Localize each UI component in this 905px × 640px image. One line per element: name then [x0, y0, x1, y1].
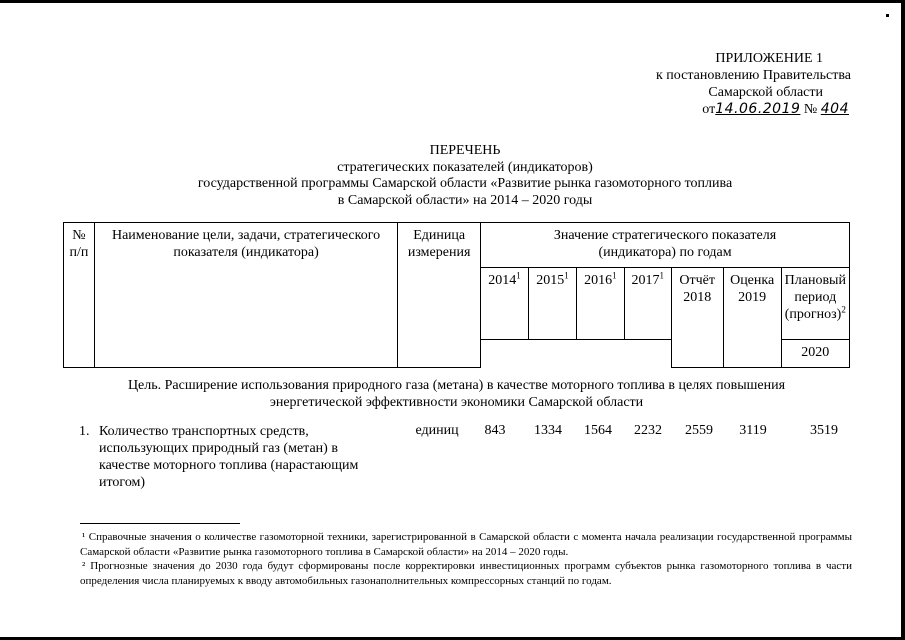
col-number-header — [64, 223, 95, 368]
plan-year-cell — [781, 340, 849, 368]
empty-cell — [529, 340, 577, 368]
indicator-name-line: использующих природный газ (метан) в — [99, 441, 338, 456]
appendix-date-number — [551, 101, 849, 118]
col-values-line-1: Значение стратегического показателя — [553, 228, 777, 243]
handwritten-date: 14.06.2019 — [715, 101, 801, 117]
footnotes — [80, 530, 852, 588]
title-line-2: государственной программы Самарской области «Развитие рынка газомоторного топлива — [197, 176, 733, 191]
year-header-2016 — [576, 268, 624, 340]
value-2020: 3519 — [810, 423, 838, 438]
scan-mark — [886, 14, 889, 17]
goal-line-2: энергетической эффективности экономики Самарской области — [269, 395, 644, 410]
value-2018: 2559 — [685, 423, 713, 438]
col-number-line-2: п/п — [69, 245, 89, 260]
document-title — [120, 143, 810, 209]
appendix-region: Самарской области — [708, 85, 823, 100]
col-unit-header — [398, 223, 481, 368]
row-indicator-name — [99, 423, 399, 491]
footnote-ref-1: 1 — [516, 270, 521, 281]
col-name-line-1: Наименование цели, задачи, стратегического — [111, 228, 381, 243]
empty-cell — [576, 340, 624, 368]
page-border-right — [901, 0, 905, 640]
year-2014: 2014 — [488, 273, 517, 288]
col-name-header — [94, 223, 397, 368]
title-heading: ПЕРЕЧЕНЬ — [429, 143, 501, 158]
col-values-line-2: (индикатора) по годам — [598, 245, 732, 260]
plan-year: 2020 — [801, 345, 830, 360]
plan-line-3: (прогноз) — [784, 307, 842, 322]
value-2019: 3119 — [739, 423, 767, 438]
year-2017: 2017 — [631, 273, 660, 288]
empty-cell — [481, 340, 529, 368]
footnote-2: ² Прогнозные значения до 2030 года будут сформированы после корректировки инвестиционных программ субъектов рынка газомоторного топлива в части определения числа планируемых к вводу автомобильных газонаполнительных компрессорных станций по годам. — [80, 560, 852, 587]
indicator-name-line: Количество транспортных средств, — [99, 424, 309, 439]
appendix-title: ПРИЛОЖЕНИЕ 1 — [715, 51, 823, 66]
footnote-ref-1: 1 — [659, 270, 665, 281]
report-label: Отчёт — [679, 273, 716, 288]
col-unit-line-1: Единица — [413, 228, 466, 243]
number-label: № — [803, 102, 818, 117]
page-border-top — [0, 0, 905, 3]
estimate-year: 2019 — [738, 290, 767, 305]
title-line-1: стратегических показателей (индикаторов) — [337, 159, 593, 175]
value-2014: 843 — [484, 423, 506, 438]
appendix-header — [551, 50, 851, 118]
col-values-header — [481, 223, 850, 268]
footnote-ref-1: 1 — [564, 270, 569, 281]
col-unit-line-2: измерения — [407, 245, 471, 260]
year-header-2015 — [529, 268, 577, 340]
footnote-separator — [80, 523, 240, 524]
footnote-ref-2: 2 — [841, 304, 846, 315]
estimate-2019-header — [723, 268, 781, 368]
report-year: 2018 — [683, 290, 712, 305]
col-number-line-1: № — [72, 228, 86, 243]
value-2016: 1564 — [584, 423, 612, 438]
plan-line-1: Плановый — [784, 273, 846, 288]
handwritten-number: 404 — [820, 101, 849, 117]
value-2015: 1334 — [534, 423, 562, 438]
indicator-name-line: итогом) — [99, 475, 146, 490]
appendix-decree: к постановлению Правительства — [655, 68, 851, 83]
indicator-name-line: качестве моторного топлива (нарастающим — [99, 458, 359, 473]
report-2018-header — [671, 268, 723, 368]
year-2015: 2015 — [536, 273, 565, 288]
year-2016: 2016 — [584, 273, 613, 288]
footnote-1: ¹ Справочные значения о количестве газомоторной техники, зарегистрированной в Самарской области с момента начала реализации государственной программы Самарской области «Развитие рынка газомоторного топлива в Самарской области» на 2014 – 2020 годы. — [80, 531, 852, 558]
row-number: 1. — [79, 424, 90, 439]
row-unit: единиц — [415, 423, 459, 438]
estimate-label: Оценка — [730, 273, 775, 288]
value-2017: 2232 — [634, 423, 662, 438]
title-line-3: в Самарской области» на 2014 – 2020 годы — [337, 192, 593, 208]
footnote-ref-1: 1 — [612, 270, 617, 281]
year-header-2014 — [481, 268, 529, 340]
col-name-line-2: показателя (индикатора) — [173, 245, 319, 260]
empty-cell — [624, 340, 671, 368]
plan-period-header — [781, 268, 849, 340]
goal-statement — [63, 377, 850, 411]
goal-line-1: Цель. Расширение использования природного газа (метана) в качестве моторного топлива в целях повышения — [127, 378, 786, 393]
indicators-table-header — [63, 222, 850, 368]
year-header-2017 — [624, 268, 671, 340]
plan-line-2: период — [794, 290, 837, 305]
from-label: от — [702, 102, 716, 117]
